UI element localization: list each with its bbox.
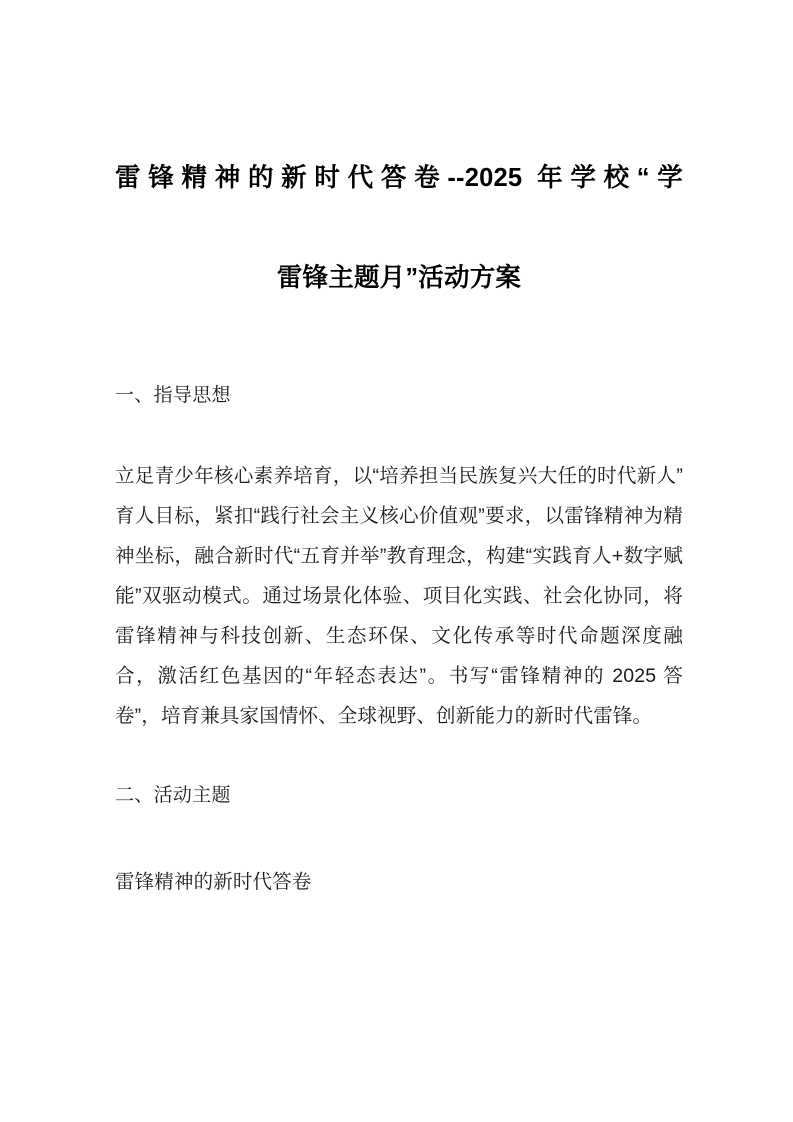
spacer-heading-2-to-body <box>115 816 683 862</box>
spacer-title-to-section-1 <box>115 328 683 376</box>
page-title-line-2: 雷锋主题月”活动方案 <box>276 264 522 292</box>
section-body-guiding-ideology: 立足青少年核心素养培育，以“培养担当民族复兴大任的时代新人”育人目标，紧扣“践行社会主义核心价值观”要求，以雷锋精神为精神坐标，融合新时代“五育并举”教育理念，构建“实践育人+数字赋能”双驱动模式。通过场景化体验、项目化实践、社会化协同，将雷锋精神与科技创新、生态环保、文化传承等时代命题深度融合，激活红色基因的“年轻态表达”。书写“雷锋精神的 2025 答卷”，培育兼具家国情怀、全球视野、创新能力的新时代雷锋。 <box>115 465 683 727</box>
section-heading-guiding-ideology: 一、指导思想 <box>115 385 231 406</box>
section-heading-activity-theme: 二、活动主题 <box>115 785 231 806</box>
page-title-line-1: 雷锋精神的新时代答卷--2025 年学校“学 <box>115 164 683 192</box>
spacer-heading-1-to-body <box>115 416 683 456</box>
section-body-activity-theme: 雷锋精神的新时代答卷 <box>115 871 312 893</box>
page-title <box>115 0 683 328</box>
spacer-body-to-section-2 <box>115 736 683 776</box>
document-content <box>115 0 683 902</box>
